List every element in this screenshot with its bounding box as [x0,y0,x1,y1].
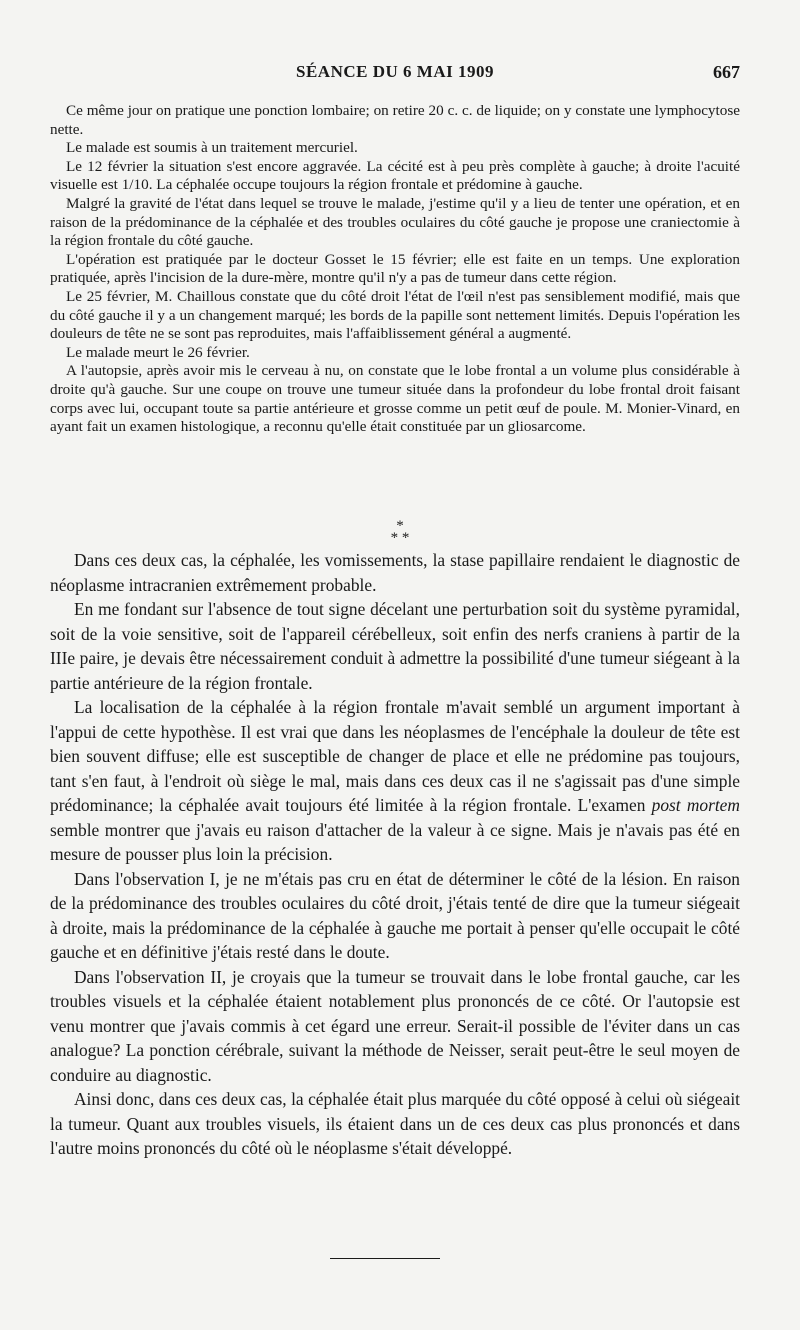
paragraph: Malgré la gravité de l'état dans lequel se trouve le malade, j'estime qu'il y a lieu de tenter une opération, et en raison de la prédominance de la céphalée et des troubles oculaires du côté gauche je propose une craniectomie à la région frontale du côté gauche. [50,194,740,250]
asterism-bottom: * * [390,530,410,546]
asterism-top: * [396,518,404,534]
paragraph: En me fondant sur l'absence de tout signe décelant une perturbation soit du système pyramidal, soit de la voie sensitive, soit de l'appareil cérébelleux, soit enfin des nerfs craniens à partir de la IIIe paire, je devais être nécessairement conduit à admettre la possibilité d'une tumeur siégeant à la partie antérieure de la région frontale. [50,599,740,693]
paragraph-text: semble montrer que j'avais eu raison d'attacher de la valeur à ce signe. Mais je n'avais pas été en mesure de pousser plus loin la précision. [50,819,740,864]
paragraph: Le 25 février, M. Chaillous constate que du côté droit l'état de l'œil n'est pas sensiblement modifié, mais que du côté gauche il y a un changement marqué; les bords de la papille sont nettement limités. Depuis l'opération les douleurs de tête ne se sont pas reproduites, mais l'affaiblissement général a augmenté. [50,287,740,343]
paragraph: Ce même jour on pratique une ponction lombaire; on retire 20 c. c. de liquide; on y constate une lymphocytose nette. [50,102,740,138]
discussion-section [50,548,740,1161]
case-report-section [50,102,740,437]
paragraph: Le malade meurt le 26 février. [66,343,250,361]
page-number: 667 [713,62,740,82]
paragraph: A l'autopsie, après avoir mis le cerveau à nu, on constate que le lobe frontal a un volume plus considérable à droite qu'à gauche. Sur une coupe on trouve une tumeur située dans la profondeur du lobe frontal droit faisant corps avec lui, occupant toute sa partie antérieure et grosse comme un petit œuf de poule. M. Monier-Vinard, en ayant fait un examen histologique, a reconnu qu'elle était constituée par un gliosarcome. [50,362,740,436]
paragraph: Dans ces deux cas, la céphalée, les vomissements, la stase papillaire rendaient le diagnostic de néoplasme intracranien extrêmement probable. [50,550,740,595]
section-separator [0,520,800,544]
end-rule [330,1258,440,1259]
paragraph: Le 12 février la situation s'est encore aggravée. La cécité est à peu près complète à gauche; à droite l'acuité visuelle est 1/10. La céphalée occupe toujours la région frontale et prédomine à gauche. [50,157,740,194]
paragraph: Le malade est soumis à un traitement mercuriel. [66,139,358,157]
paragraph [50,695,740,867]
running-title: SÉANCE DU 6 MAI 1909 [296,62,494,81]
paragraph: Dans l'observation I, je ne m'étais pas cru en état de déterminer le côté de la lésion. En raison de la prédominance des troubles oculaires du côté droit, j'étais tenté de dire que la tumeur siégeait à droite, mais la prédominance de la céphalée à gauche me portait à penser qu'elle occupait le côté gauche et en définitive j'étais resté dans le doute. [50,868,740,962]
paragraph: Ainsi donc, dans ces deux cas, la céphalée était plus marquée du côté opposé à celui où siégeait la tumeur. Quant aux troubles visuels, ils étaient dans un de ces deux cas plus prononcés et dans l'autre moins prononcés du côté où le néoplasme s'était développé. [50,1089,740,1158]
page-header [50,62,740,88]
paragraph: Dans l'observation II, je croyais que la tumeur se trouvait dans le lobe frontal gauche, car les troubles visuels et la céphalée étaient notablement plus prononcés de ce côté. Or l'autopsie est venu montrer que j'avais commis à cet égard une erreur. Serait-il possible de l'éviter dans un cas analogue? La ponction cérébrale, suivant la méthode de Neisser, serait peut-être le seul moyen de conduire au diagnostic. [50,966,740,1085]
paragraph: L'opération est pratiquée par le docteur Gosset le 15 février; elle est faite en un temps. Une exploration pratiquée, après l'incision de la dure-mère, montre qu'il n'y a pas de tumeur dans cette région. [50,250,740,287]
paragraph-text: La localisation de la céphalée à la région frontale m'avait semblé un argument important à l'appui de cette hypothèse. Il est vrai que dans les néoplasmes de l'encéphale la douleur de tête est bien souvent diffuse; elle est susceptible de changer de place et elle ne prédomine pas toujours, tant s'en faut, à l'endroit où siège le mal, mais dans ces deux cas il ne s'agissait pas d'une simple prédominance; la céphalée avait toujours été limitée à la région frontale. L'examen [50,697,740,815]
italic-phrase: post mortem [651,795,740,815]
